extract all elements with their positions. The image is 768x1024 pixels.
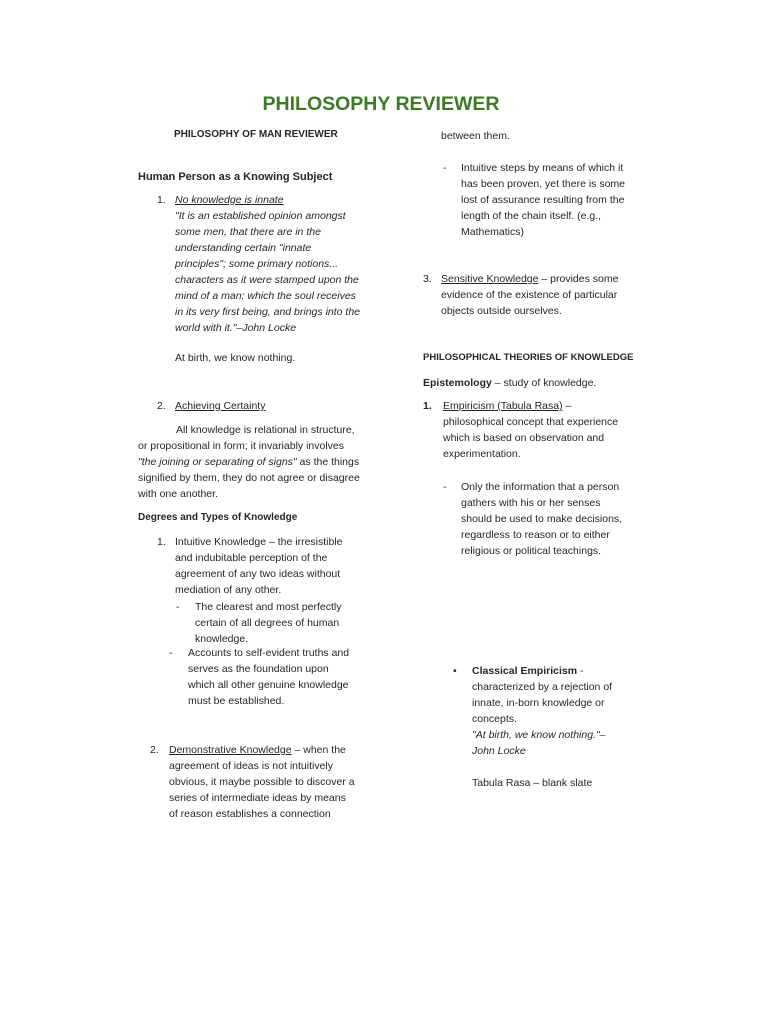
term-empiricism: Empiricism (Tabula Rasa) bbox=[443, 400, 563, 412]
paragraph-text: as the things bbox=[296, 456, 360, 468]
italic-phrase: "the joining or separating of signs" bbox=[138, 456, 297, 468]
paragraph-line: All knowledge is relational in structure, bbox=[176, 424, 355, 436]
term-epistemology: Epistemology bbox=[423, 377, 492, 389]
text-line: agreement of any two ideas without bbox=[175, 568, 341, 580]
locke-quote bbox=[175, 208, 385, 336]
quote-line: mind of a man; which the soul receives bbox=[175, 290, 356, 302]
text-line: obvious, it maybe possible to discover a bbox=[169, 776, 355, 788]
text-line: lost of assurance resulting from the bbox=[461, 194, 625, 206]
document-title: PHILOSOPHY REVIEWER bbox=[262, 93, 500, 115]
bullet-text bbox=[461, 160, 651, 240]
quote-line: characters as it were stamped upon the bbox=[175, 274, 359, 286]
text-line: Intuitive steps by means of which it bbox=[461, 162, 624, 174]
text-line: Mathematics) bbox=[461, 226, 525, 238]
text-line bbox=[443, 398, 643, 414]
dash-bullet: - bbox=[176, 601, 180, 613]
text-line: religious or political teachings. bbox=[461, 545, 602, 557]
paragraph-line: or propositional in form; it invariably involves bbox=[138, 440, 345, 452]
section-heading-degrees: Degrees and Types of Knowledge bbox=[138, 512, 298, 523]
text-line: of reason establishes a connection bbox=[169, 808, 331, 820]
list-number: 2. bbox=[157, 400, 166, 412]
paragraph-line bbox=[138, 454, 378, 470]
term-demonstrative-knowledge: Demonstrative Knowledge bbox=[169, 744, 292, 756]
paragraph-line: signified by them, they do not agree or disagree bbox=[138, 472, 360, 484]
quote-line: John Locke bbox=[472, 745, 526, 757]
text-line: evidence of the existence of particular bbox=[441, 289, 618, 301]
text-line: should be used to make decisions, bbox=[461, 513, 623, 525]
demonstrative-knowledge-text bbox=[169, 742, 379, 822]
quote-line: some men, that there are in the bbox=[175, 226, 321, 238]
definition: – study of knowledge. bbox=[491, 377, 597, 389]
text-line: length of the chain itself. (e.g., bbox=[461, 210, 602, 222]
quote-line: "It is an established opinion amongst bbox=[175, 210, 346, 222]
dash-bullet: - bbox=[443, 481, 447, 493]
text-line: series of intermediate ideas by means bbox=[169, 792, 346, 804]
term-classical-empiricism: Classical Empiricism bbox=[472, 665, 578, 677]
list-number: 1. bbox=[423, 400, 432, 412]
text-line: philosophical concept that experience bbox=[443, 416, 619, 428]
tabula-rasa-note: Tabula Rasa – blank slate bbox=[472, 777, 593, 789]
classical-empiricism-text bbox=[472, 663, 662, 759]
quote-line: understanding certain "innate bbox=[175, 242, 312, 254]
section-heading-theories: PHILOSOPHICAL THEORIES OF KNOWLEDGE bbox=[423, 352, 634, 363]
text-line: The clearest and most perfectly bbox=[195, 601, 342, 613]
text: – when the bbox=[291, 744, 346, 756]
text-line: objects outside ourselves. bbox=[441, 305, 562, 317]
text-line: knowledge. bbox=[195, 633, 249, 645]
bullet-text bbox=[461, 479, 661, 559]
subtitle: PHILOSOPHY OF MAN REVIEWER bbox=[174, 129, 338, 140]
list-number: 2. bbox=[150, 744, 159, 756]
bullet-text bbox=[195, 599, 385, 647]
item-label-no-knowledge-innate: No knowledge is innate bbox=[175, 194, 284, 206]
dash-bullet: - bbox=[443, 162, 447, 174]
empiricism-text bbox=[443, 398, 643, 462]
list-number: 3. bbox=[423, 273, 432, 285]
bullet-text bbox=[188, 645, 378, 709]
text-line: which is based on observation and bbox=[443, 432, 605, 444]
text-line: agreement of ideas is not intuitively bbox=[169, 760, 334, 772]
text-line: innate, in-born knowledge or bbox=[472, 697, 605, 709]
quote-line: principles"; some primary notions... bbox=[175, 258, 339, 270]
text-line: regardless to reason or to either bbox=[461, 529, 610, 541]
item-label-achieving-certainty: Achieving Certainty bbox=[175, 400, 266, 412]
text-line bbox=[472, 663, 662, 679]
sensitive-knowledge-text bbox=[441, 271, 651, 319]
term-sensitive-knowledge: Sensitive Knowledge bbox=[441, 273, 539, 285]
text-line bbox=[441, 271, 651, 287]
text-line: Intuitive Knowledge – the irresistible bbox=[175, 536, 343, 548]
list-number: 1. bbox=[157, 536, 166, 548]
birth-note: At birth, we know nothing. bbox=[175, 352, 296, 364]
text-line: has been proven, yet there is some bbox=[461, 178, 626, 190]
text-line: experimentation. bbox=[443, 448, 521, 460]
text-line bbox=[169, 742, 379, 758]
text-line: which all other genuine knowledge bbox=[188, 679, 349, 691]
text-line: gathers with his or her senses bbox=[461, 497, 601, 509]
text-line: mediation of any other. bbox=[175, 584, 282, 596]
continuation-text: between them. bbox=[441, 130, 510, 142]
quote-line: in its very first being, and brings into the bbox=[175, 306, 361, 318]
text-line: must be established. bbox=[188, 695, 285, 707]
certainty-paragraph bbox=[138, 422, 378, 502]
text-line: and indubitable perception of the bbox=[175, 552, 328, 564]
section-heading-human-person: Human Person as a Knowing Subject bbox=[138, 171, 333, 183]
text-line: serves as the foundation upon bbox=[188, 663, 329, 675]
epistemology-line bbox=[423, 375, 596, 391]
text-line: concepts. bbox=[472, 713, 517, 725]
text: – provides some bbox=[538, 273, 619, 285]
dash-bullet: - bbox=[169, 647, 173, 659]
text: – bbox=[562, 400, 572, 412]
list-number: 1. bbox=[157, 194, 166, 206]
text-line: Only the information that a person bbox=[461, 481, 620, 493]
text: - bbox=[577, 665, 584, 677]
paragraph-line: with one another. bbox=[138, 488, 218, 500]
text-line: Accounts to self-evident truths and bbox=[188, 647, 350, 659]
quote-line: world with it."–John Locke bbox=[175, 322, 297, 334]
text-line: characterized by a rejection of bbox=[472, 681, 613, 693]
intuitive-knowledge-text bbox=[175, 534, 375, 598]
quote-line: "At birth, we know nothing."– bbox=[472, 729, 606, 741]
text-line: certain of all degrees of human bbox=[195, 617, 340, 629]
round-bullet: • bbox=[453, 665, 457, 677]
